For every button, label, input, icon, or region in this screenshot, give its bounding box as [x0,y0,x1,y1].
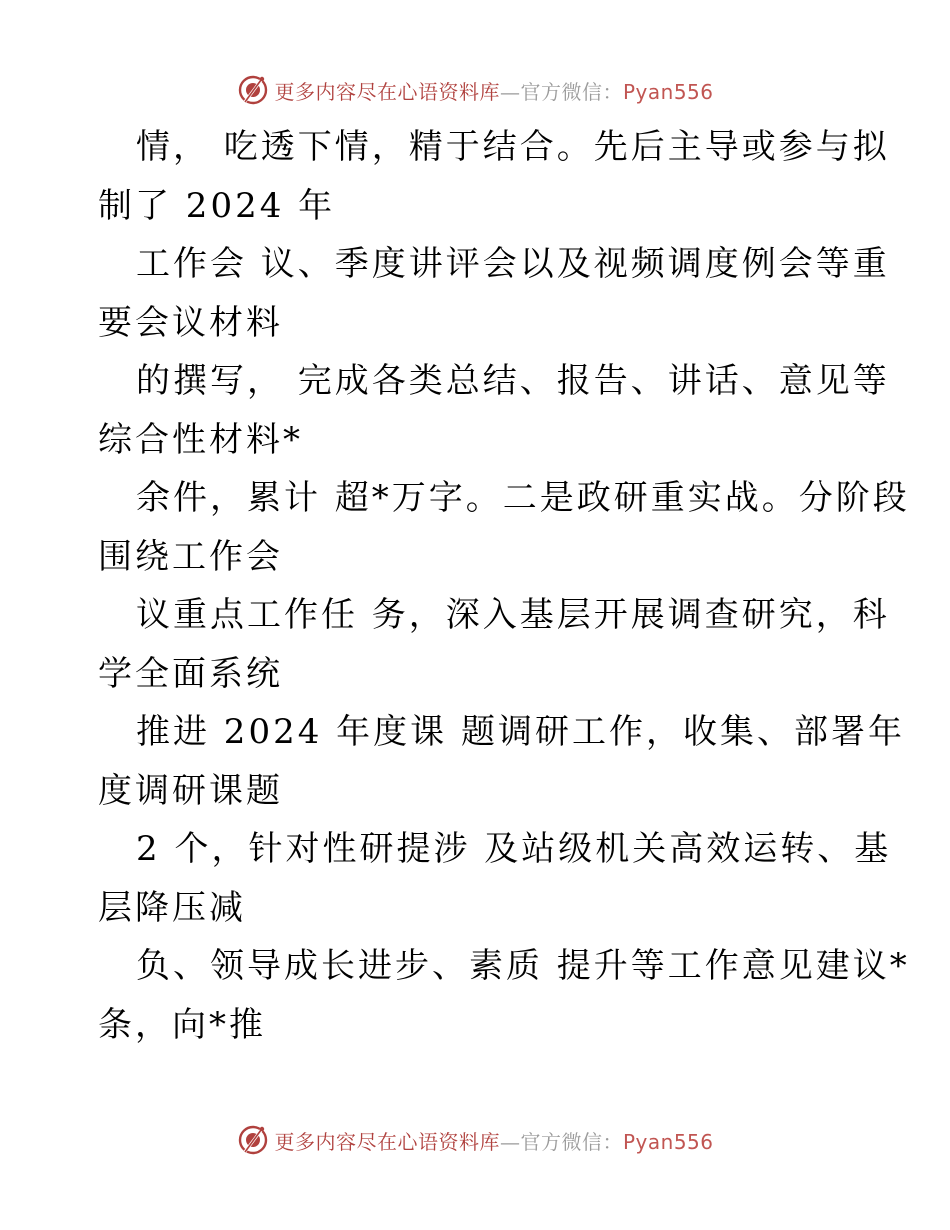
document-body [98,118,910,1054]
body-line: 条，向*推 [98,1004,266,1045]
body-line: 的撰写， 完成各类总结、报告、讲话、意见等 [136,361,890,401]
header-banner-text [274,76,713,105]
header-dash: — [499,79,521,104]
brand-logo-icon [236,73,270,107]
body-line: 度调研课题 [98,770,283,811]
body-line: 学全面系统 [98,653,283,694]
header-wechat-id: Pyan556 [622,79,714,104]
body-line: 要会议材料 [98,302,283,343]
body-line: 综合性材料* [98,419,303,460]
header-banner [0,70,950,110]
body-line: 负、领导成长进步、素质 提升等工作意见建议* [136,946,910,986]
body-line: 围绕工作会 [98,536,283,577]
header-brand: 更多内容尽在心语资料库 [274,79,500,104]
body-line: 议重点工作任 务，深入基层开展调查研究，科 [136,595,890,635]
body-line: 层降压减 [98,887,246,928]
footer-brand: 更多内容尽在心语资料库 [274,1129,500,1154]
brand-logo-icon [236,1123,270,1157]
footer-wechat-id: Pyan556 [622,1129,714,1154]
body-line: 工作会 议、季度讲评会以及视频调度例会等重 [136,244,890,284]
header-wechat-label: 官方微信： [520,79,623,104]
body-line: 余件，累计 超*万字。二是政研重实战。分阶段 [136,478,910,518]
body-line: 推进 2024 年度课 题调研工作，收集、部署年 [136,712,905,752]
body-line: 2 个，针对性研提涉 及站级机关高效运转、基 [136,829,892,869]
body-line: 制了 2024 年 [98,185,336,226]
footer-wechat-label: 官方微信： [520,1129,623,1154]
footer-dash: — [499,1129,521,1154]
body-line: 情， 吃透下情，精于结合。先后主导或参与拟 [136,127,890,167]
footer-banner [0,1120,950,1160]
footer-banner-text [274,1126,713,1155]
